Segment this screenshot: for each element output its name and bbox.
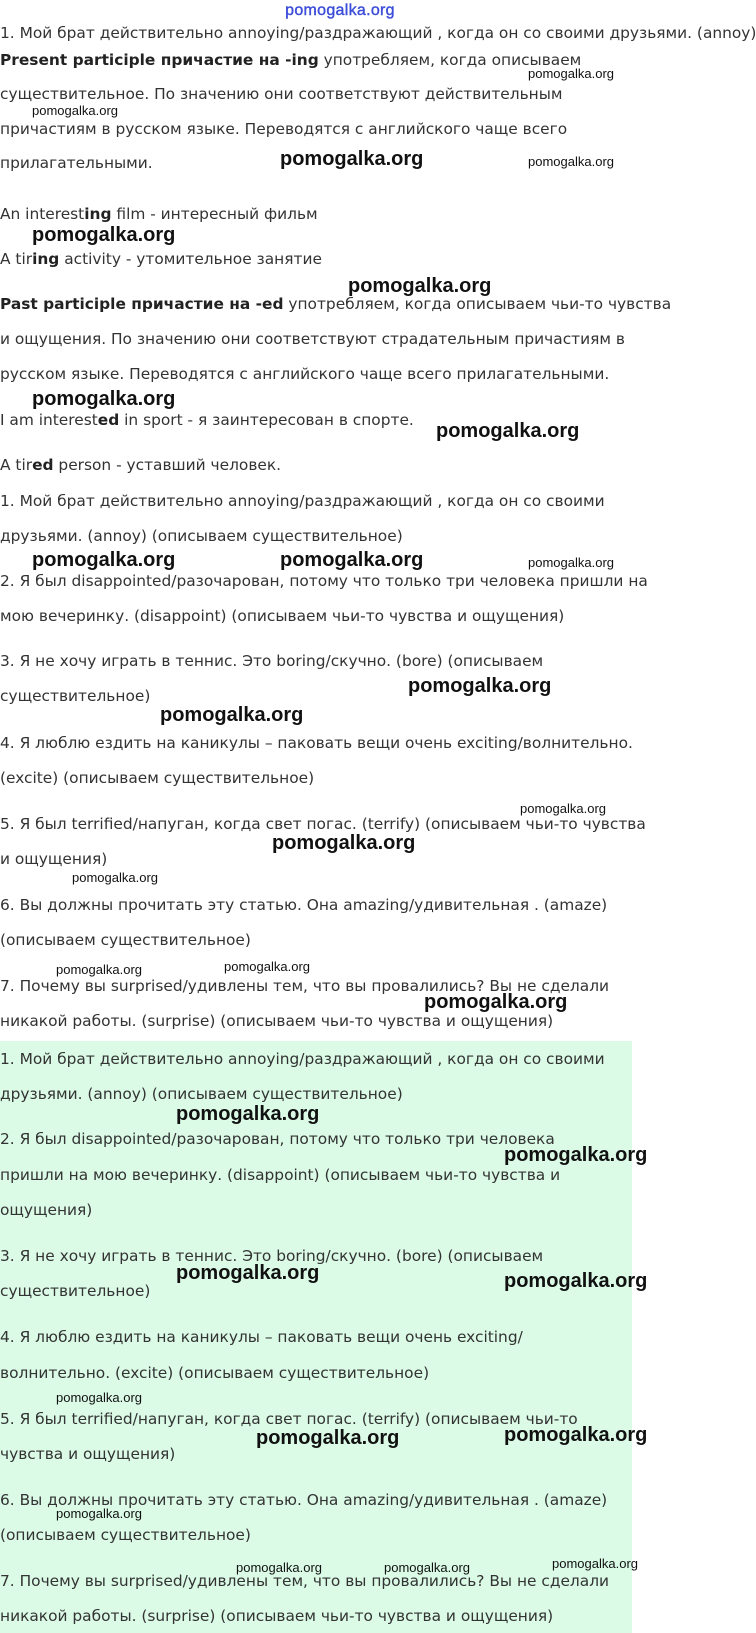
watermark: pomogalka.org	[32, 103, 118, 118]
answer-line: никакой работы. (surprise) (описываем чьи-то чувства и ощущения)	[0, 1607, 554, 1625]
exercise-line: 1. Мой брат действительно annoying/раздражающий , когда он со своими	[0, 492, 605, 510]
watermark: pomogalka.org	[224, 959, 310, 974]
exercise-line: 2. Я был disappointed/разочарован, потому что только три человека пришли на	[0, 572, 648, 590]
watermark: pomogalka.org	[280, 549, 424, 571]
watermark: pomogalka.org	[504, 1270, 648, 1292]
present-participle-line-3: причастиям в русском языке. Переводятся с английского чаще всего	[0, 120, 568, 138]
watermark: pomogalka.org	[32, 549, 176, 571]
answer-line: пришли на мою вечеринку. (disappoint) (описываем чьи-то чувства и	[0, 1166, 561, 1184]
answer-line: (описываем существительное)	[0, 1526, 251, 1544]
answer-line: 1. Мой брат действительно annoying/раздражающий , когда он со своими	[0, 1050, 605, 1068]
answer-line: 7. Почему вы surprised/удивлены тем, что вы провалились? Вы не сделали	[0, 1572, 610, 1590]
exercise-line: 7. Почему вы surprised/удивлены тем, что вы провалились? Вы не сделали	[0, 977, 610, 995]
watermark: pomogalka.org	[552, 1556, 638, 1571]
exercise-line: 3. Я не хочу играть в теннис. Это boring/скучно. (bore) (описываем	[0, 652, 544, 670]
past-participle-line-1: Past participle причастие на -ed употребляем, когда описываем чьи-то чувства	[0, 295, 672, 313]
watermark: pomogalka.org	[176, 1103, 320, 1125]
exercise-line: никакой работы. (surprise) (описываем чьи-то чувства и ощущения)	[0, 1012, 554, 1030]
watermark: pomogalka.org	[160, 704, 304, 726]
present-participle-line-2: существительное. По значению они соответствуют действительным	[0, 85, 563, 103]
example-tired: A tired person - уставший человек.	[0, 456, 282, 474]
watermark: pomogalka.org	[436, 420, 580, 442]
answer-line: волнительно. (excite) (описываем существительное)	[0, 1364, 430, 1382]
site-header-logo[interactable]: pomogalka.org	[285, 2, 395, 19]
exercise-line: (описываем существительное)	[0, 931, 251, 949]
exercise-line: и ощущения)	[0, 850, 108, 868]
watermark: pomogalka.org	[56, 1506, 142, 1521]
present-participle-line-4: прилагательными.	[0, 154, 153, 172]
exercise-line: мою вечеринку. (disappoint) (описываем чьи-то чувства и ощущения)	[0, 607, 565, 625]
watermark: pomogalka.org	[424, 991, 568, 1013]
present-participle-line-1: Present participle причастие на -ing употребляем, когда описываем	[0, 51, 582, 69]
watermark: pomogalka.org	[56, 1390, 142, 1405]
exercise-line: (excite) (описываем существительное)	[0, 769, 315, 787]
watermark: pomogalka.org	[504, 1144, 648, 1166]
exercise-line: существительное)	[0, 687, 151, 705]
watermark: pomogalka.org	[236, 1560, 322, 1575]
watermark: pomogalka.org	[32, 224, 176, 246]
watermark: pomogalka.org	[72, 870, 158, 885]
answer-line: 6. Вы должны прочитать эту статью. Она amazing/удивительная . (amaze)	[0, 1491, 608, 1509]
watermark: pomogalka.org	[280, 148, 424, 170]
watermark: pomogalka.org	[528, 555, 614, 570]
answer-line: 5. Я был terrified/напуган, когда свет погас. (terrify) (описываем чьи-то	[0, 1410, 578, 1428]
exercise-line: 4. Я люблю ездить на каникулы – паковать вещи очень exciting/волнительно.	[0, 734, 633, 752]
watermark: pomogalka.org	[384, 1560, 470, 1575]
answer-line: чувства и ощущения)	[0, 1445, 176, 1463]
example-interested: I am interested in sport - я заинтересован в спорте.	[0, 411, 414, 429]
example-interesting: An interesting film - интересный фильм	[0, 205, 318, 223]
answer-line: ощущения)	[0, 1201, 93, 1219]
watermark: pomogalka.org	[528, 154, 614, 169]
watermark: pomogalka.org	[272, 832, 416, 854]
watermark: pomogalka.org	[348, 275, 492, 297]
answer-line: существительное)	[0, 1282, 151, 1300]
watermark: pomogalka.org	[408, 675, 552, 697]
watermark: pomogalka.org	[56, 962, 142, 977]
answer-line: друзьями. (annoy) (описываем существительное)	[0, 1085, 403, 1103]
exercise-line: 5. Я был terrified/напуган, когда свет погас. (terrify) (описываем чьи-то чувства	[0, 815, 646, 833]
past-participle-line-2: и ощущения. По значению они соответствуют страдательным причастиям в	[0, 330, 625, 348]
partial-line: 1. Мой брат действительно annoying/раздражающий , когда он со своими друзьями. (annoy)	[0, 24, 756, 42]
exercise-line: друзьями. (annoy) (описываем существительное)	[0, 527, 403, 545]
watermark: pomogalka.org	[256, 1427, 400, 1449]
watermark: pomogalka.org	[520, 801, 606, 816]
answer-line: 2. Я был disappointed/разочарован, потому что только три человека	[0, 1130, 555, 1148]
watermark: pomogalka.org	[528, 66, 614, 81]
example-tiring: A tiring activity - утомительное занятие	[0, 250, 322, 268]
watermark: pomogalka.org	[176, 1262, 320, 1284]
answer-line: 4. Я люблю ездить на каникулы – паковать вещи очень exciting/	[0, 1328, 523, 1346]
watermark: pomogalka.org	[504, 1424, 648, 1446]
past-participle-line-3: русском языке. Переводятся с английского чаще всего прилагательными.	[0, 365, 610, 383]
watermark: pomogalka.org	[32, 388, 176, 410]
exercise-line: 6. Вы должны прочитать эту статью. Она amazing/удивительная . (amaze)	[0, 896, 608, 914]
answer-line: 3. Я не хочу играть в теннис. Это boring/скучно. (bore) (описываем	[0, 1247, 544, 1265]
